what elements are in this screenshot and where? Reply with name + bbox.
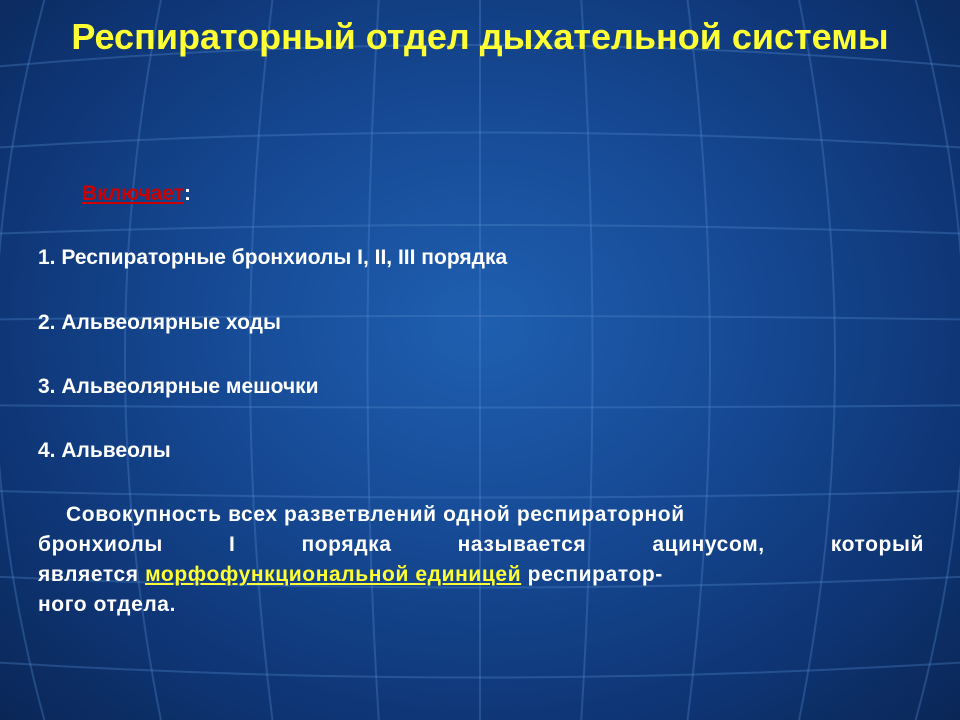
paragraph-line: Совокупность всех разветвлений одной респираторной bbox=[66, 503, 685, 526]
list-item: 3. Альвеолярные мешочки bbox=[38, 375, 319, 398]
includes-heading bbox=[82, 180, 191, 208]
paragraph-text: является bbox=[38, 563, 146, 586]
slide-title: Респираторный отдел дыхательной системы bbox=[71, 16, 889, 57]
list-item: 4. Альвеолы bbox=[38, 439, 171, 462]
acinus-paragraph bbox=[38, 500, 924, 620]
list-item: 2. Альвеолярные ходы bbox=[38, 311, 281, 334]
paragraph-text: респиратор- bbox=[521, 563, 663, 586]
highlighted-term: морфофункциональной единицей bbox=[145, 563, 522, 586]
includes-colon: : bbox=[183, 182, 191, 205]
paragraph-line: бронхиолы I порядка называется ацинусом, который bbox=[38, 533, 924, 556]
paragraph-line bbox=[38, 560, 924, 590]
paragraph-line: ного отдела. bbox=[38, 593, 177, 616]
list-item: 1. Респираторные бронхиолы I, II, III порядка bbox=[38, 246, 508, 269]
includes-label: Включает bbox=[82, 182, 184, 205]
